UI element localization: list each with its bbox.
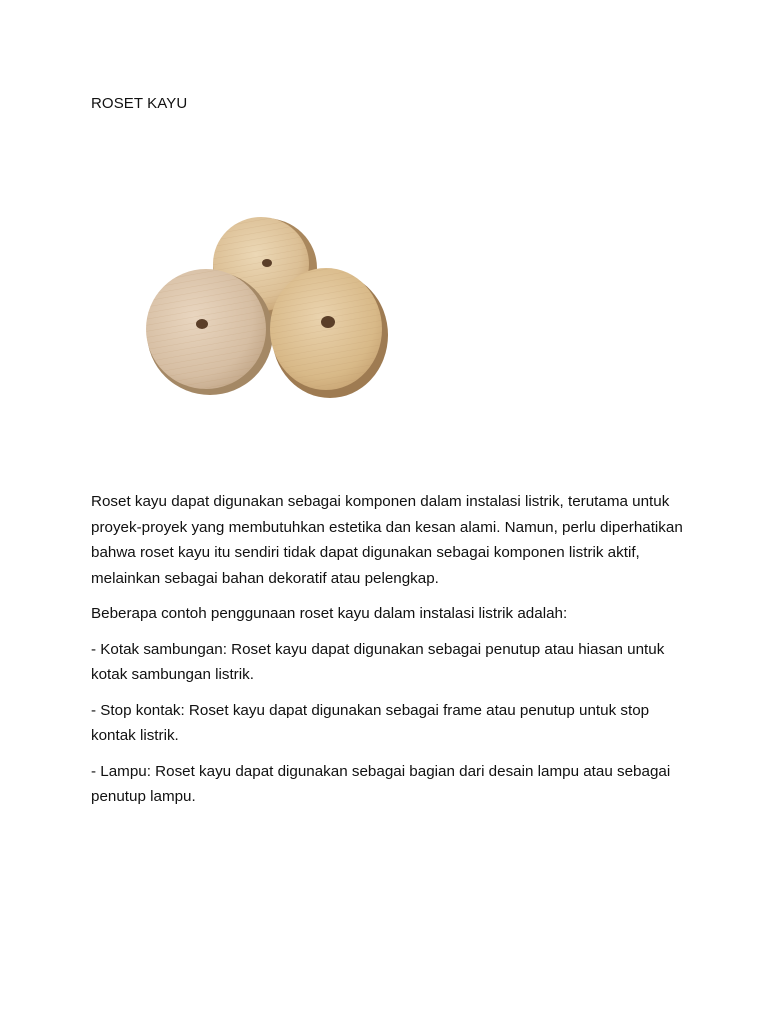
document-body [91, 489, 691, 820]
wood-disc-right [270, 268, 388, 398]
paragraph-stop-kontak: - Stop kontak: Roset kayu dapat digunakan sebagai frame atau penutup untuk stop kontak listrik. [91, 701, 650, 744]
paragraph-intro: Roset kayu dapat digunakan sebagai komponen dalam instalasi listrik, terutama untuk proyek-proyek yang membutuhkan estetika dan kesan alami. Namun, perlu diperhatikan bahwa roset kayu itu sendiri tidak dapat digunakan sebagai komponen listrik aktif, melainkan sebagai bahan dekoratif atau pelengkap. [91, 493, 683, 587]
paragraph-kotak-sambungan: - Kotak sambungan: Roset kayu dapat digunakan sebagai penutup atau hiasan untuk kotak sambungan listrik. [91, 640, 665, 683]
paragraph-lampu: - Lampu: Roset kayu dapat digunakan sebagai bagian dari desain lampu atau sebagai penutup lampu. [91, 762, 671, 805]
wooden-rosettes-photo [130, 200, 400, 400]
paragraph-examples-lead: Beberapa contoh penggunaan roset kayu dalam instalasi listrik adalah: [91, 605, 568, 622]
document-title: ROSET KAYU [91, 95, 188, 112]
